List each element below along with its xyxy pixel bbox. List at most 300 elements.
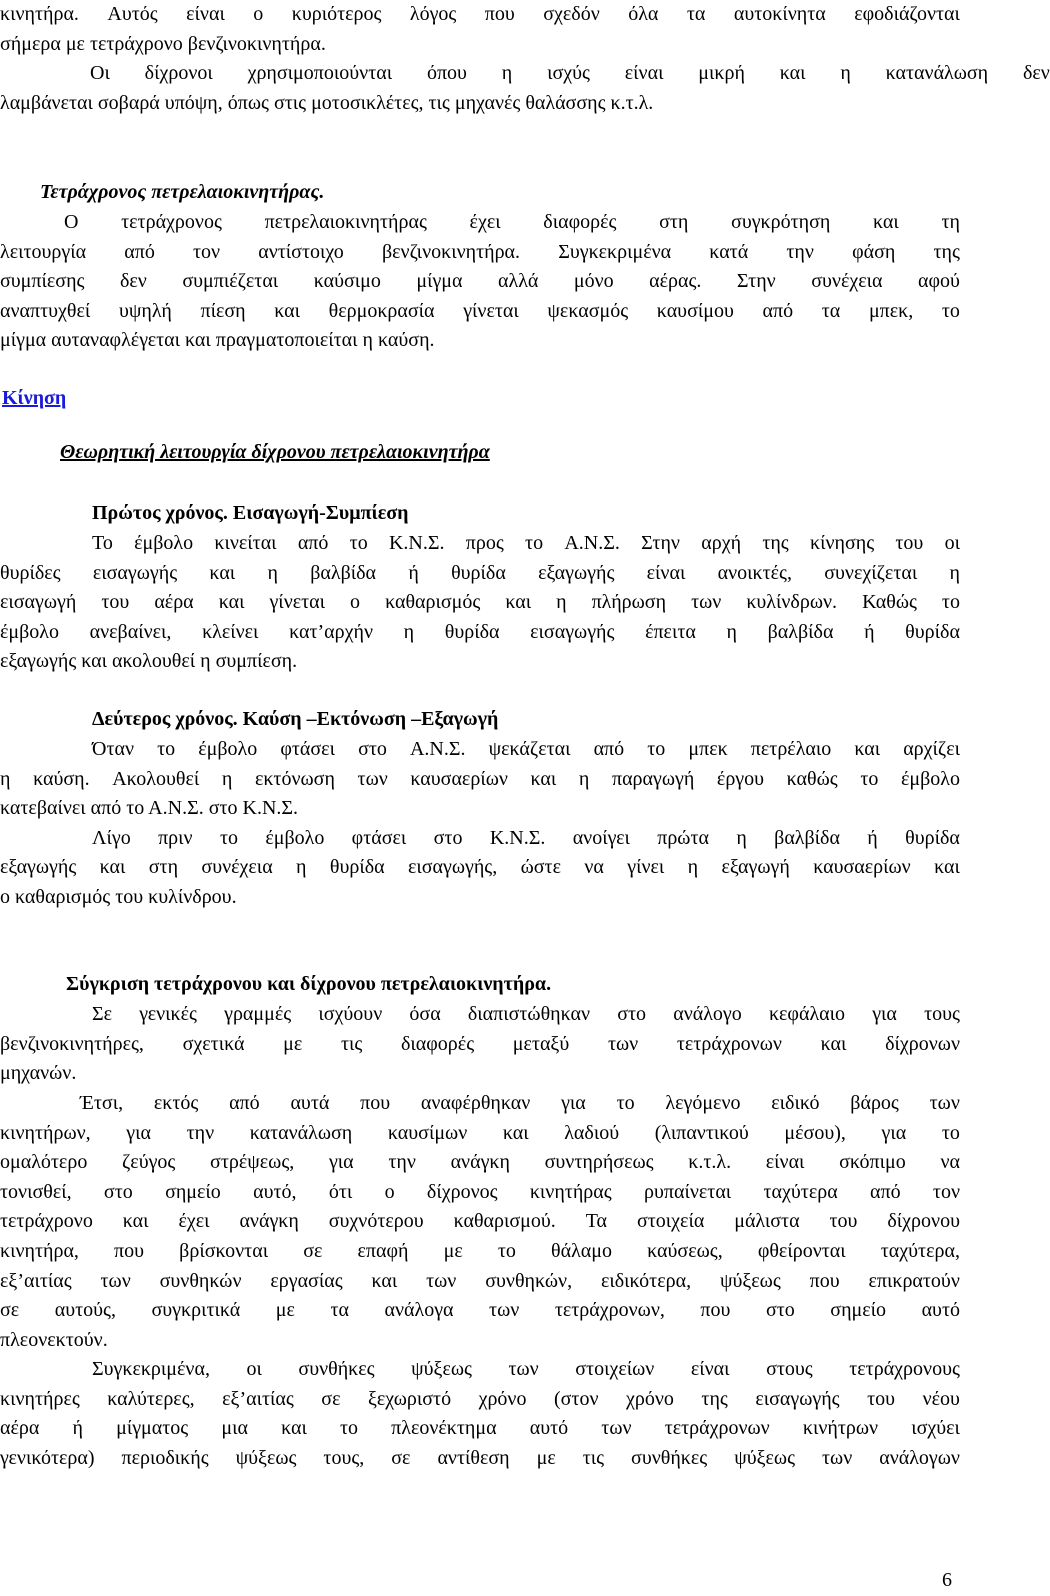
word: τονισθεί,	[0, 1180, 72, 1203]
text-line	[0, 1089, 960, 1119]
text-line: λαμβάνεται σοβαρά υπόψη, όπως στις μοτοσικλέτες, τις μηχανές θαλάσσης κ.τ.λ.	[0, 91, 654, 114]
text-line	[0, 1178, 960, 1208]
word: με	[536, 1446, 556, 1469]
word: σχεδόν	[543, 3, 600, 25]
word: η	[736, 826, 747, 849]
word: και	[873, 211, 899, 233]
word: σημείο	[165, 1180, 221, 1203]
word: τον	[192, 240, 221, 263]
word: καύση.	[33, 767, 90, 790]
word: κυλίνδρων.	[746, 591, 838, 614]
word: μια	[221, 1417, 248, 1440]
word: το	[941, 299, 960, 322]
word: καυσίμων	[387, 1121, 468, 1144]
word: ανάλογων	[879, 1446, 960, 1469]
word: από	[762, 299, 794, 322]
word: Στην	[641, 532, 680, 554]
word: τα	[330, 1299, 349, 1322]
word: Λίγο	[92, 826, 131, 849]
word: καύσεως,	[647, 1239, 723, 1262]
word: το	[339, 1417, 359, 1440]
word: πετρέλαιο	[750, 738, 832, 760]
word: εισαγωγής,	[407, 856, 498, 879]
word: καθώς	[786, 767, 838, 790]
word: αναπτυχθεί	[0, 299, 91, 322]
word: σε	[303, 1239, 323, 1262]
word: δίχρονοι	[144, 62, 213, 85]
word: καυσίμου	[656, 299, 734, 322]
word: αρχή	[701, 532, 742, 554]
word: σχετικά	[182, 1032, 245, 1055]
text-line	[0, 1000, 960, 1030]
text-line	[0, 59, 1050, 89]
word: φτάσει	[351, 826, 407, 849]
word: ψύξεως	[411, 1358, 472, 1380]
first-stroke-paragraph	[0, 529, 960, 677]
word: που	[809, 1269, 840, 1292]
intro-paragraph	[0, 0, 1050, 118]
word: (λιπαντικού	[654, 1121, 749, 1144]
word: στοιχεία	[636, 1210, 705, 1233]
word: δεν	[119, 270, 147, 293]
word: αυτά	[290, 1092, 330, 1114]
word: το	[525, 532, 544, 554]
comparison-paragraph-2	[0, 1089, 960, 1355]
word: Στην	[736, 270, 776, 293]
text-line	[0, 559, 960, 589]
word: μεταξύ	[512, 1032, 570, 1055]
word: βαλβίδα	[767, 620, 834, 643]
word: περιοδικής	[121, 1446, 209, 1469]
word: συνθήκες	[631, 1446, 708, 1469]
word: δίχρονου	[887, 1210, 960, 1233]
text-line: μηχανών.	[0, 1062, 77, 1085]
word: και	[99, 856, 126, 879]
word: θυρίδες	[0, 561, 61, 584]
word: την	[186, 1121, 215, 1144]
word: και	[502, 1121, 529, 1144]
word: τους,	[323, 1446, 365, 1469]
word: βαλβίδα	[774, 826, 840, 849]
word: Κ.Ν.Σ.	[388, 532, 445, 554]
word: το	[157, 738, 176, 760]
word: διαφορές	[400, 1032, 475, 1055]
word: δεν	[1022, 62, 1050, 85]
text-line	[0, 853, 960, 883]
word: κατά	[709, 240, 749, 263]
word: και	[281, 1417, 307, 1440]
word: το	[616, 1092, 635, 1114]
word: στο	[103, 1180, 133, 1203]
word: ισχύς	[547, 62, 590, 85]
word: πλήρωση	[591, 591, 667, 614]
word: και	[779, 62, 806, 85]
word: είναι	[690, 1358, 730, 1380]
word: χρόνο	[626, 1387, 674, 1410]
word: κεφάλαιο	[768, 1003, 846, 1025]
word: του	[867, 1387, 896, 1410]
word: να	[940, 1151, 960, 1174]
word: ρυπαίνεται	[644, 1180, 732, 1203]
word: αέρα	[154, 591, 194, 614]
word: με	[275, 1299, 295, 1322]
word: θάλαμο	[551, 1239, 613, 1262]
word: η	[501, 62, 513, 85]
word: συμπίεσης	[0, 270, 85, 293]
word: επαφή	[357, 1239, 409, 1262]
word: και	[530, 767, 557, 790]
word: και	[209, 561, 236, 584]
word: αυτό	[529, 1417, 569, 1440]
word: των	[508, 1358, 539, 1380]
word: οι	[246, 1358, 262, 1380]
word: έμβολο	[900, 767, 960, 790]
word: στη	[659, 211, 689, 233]
word: ή	[867, 826, 878, 849]
word: στρέψεως,	[210, 1151, 295, 1174]
word: μίγματος	[116, 1417, 189, 1440]
text-line	[0, 1385, 960, 1415]
word: δίχρονος	[426, 1180, 498, 1203]
word: όπου	[426, 62, 467, 85]
text-line	[0, 529, 960, 559]
text-line	[0, 1237, 960, 1267]
word: στους	[766, 1358, 813, 1380]
word: κινήτρων	[802, 1417, 879, 1440]
word: για	[126, 1121, 151, 1144]
word: Οι	[90, 62, 110, 85]
word: η	[267, 561, 278, 584]
word: έμβολο	[0, 620, 59, 643]
word: αυτό,	[253, 1180, 297, 1203]
text-line	[0, 1414, 960, 1444]
text-line	[0, 1444, 960, 1474]
word: κινητήρες	[0, 1387, 80, 1410]
word: συγκρότηση	[731, 211, 831, 233]
word: Το	[92, 532, 113, 554]
motion-link[interactable]: Κίνηση	[2, 387, 67, 409]
word: ειδικό	[771, 1092, 820, 1114]
word: των	[100, 1269, 131, 1292]
word: ο	[253, 3, 264, 25]
word: κινείται	[214, 532, 277, 554]
word: της	[762, 532, 789, 554]
word: η	[403, 620, 415, 643]
word: μπεκ,	[868, 299, 914, 322]
word: συνθήκες	[298, 1358, 375, 1380]
word: των	[929, 1092, 960, 1114]
word: την	[786, 240, 814, 263]
word: μικρή	[698, 62, 745, 85]
word: του	[895, 532, 924, 554]
word: συνεχίζεται	[824, 561, 918, 584]
word: αντίστοιχο	[258, 240, 344, 263]
word: αέρας.	[649, 270, 702, 293]
word: γίνεται	[269, 591, 326, 614]
word: ανεβαίνει,	[89, 620, 172, 643]
word: τετράχρονων	[664, 1417, 770, 1440]
text-line	[0, 1030, 960, 1060]
word: της	[933, 240, 960, 263]
word: πρώτα	[657, 826, 709, 849]
word: βρίσκονται	[179, 1239, 269, 1262]
word: μπεκ	[688, 738, 728, 760]
word: η	[726, 620, 737, 643]
word: των	[357, 767, 388, 790]
word: Όταν	[92, 738, 135, 760]
word: φάση	[852, 240, 896, 263]
word: ανάλογα	[384, 1299, 454, 1322]
word: έμβολο	[134, 532, 194, 554]
word: έμβολο	[198, 738, 258, 760]
word: αλλά	[498, 270, 539, 293]
word: θυρίδα	[905, 826, 960, 849]
word: σκόπιμο	[839, 1151, 906, 1174]
word: τετράχρονος	[121, 211, 222, 233]
word: χρόνο	[478, 1387, 527, 1410]
word: που	[360, 1092, 391, 1114]
word: και	[218, 591, 245, 614]
word: πίεση	[200, 299, 246, 322]
word: εξαγωγής	[0, 856, 77, 879]
word: Α.Ν.Σ.	[409, 738, 466, 760]
word: η	[296, 856, 307, 879]
word: των	[601, 1417, 632, 1440]
text-line: ο καθαρισμός του κυλίνδρου.	[0, 885, 237, 908]
four-stroke-diesel-paragraph	[0, 208, 960, 356]
word: τις	[582, 1446, 605, 1469]
word: αφού	[918, 270, 960, 293]
word: μίγμα	[416, 270, 463, 293]
word: μέσου),	[784, 1121, 846, 1144]
word: σε	[0, 1299, 20, 1322]
text-line: κατεβαίνει από το Α.Ν.Σ. στο Κ.Ν.Σ.	[0, 797, 299, 820]
text-line	[0, 1355, 960, 1385]
word: σε	[391, 1446, 411, 1469]
word: συγκριτικά	[151, 1299, 241, 1322]
word: εργασίας	[270, 1269, 343, 1292]
word: συνέχεια	[201, 856, 273, 879]
text-line	[0, 267, 960, 297]
word: γενικότερα)	[0, 1446, 95, 1469]
text-line: εξαγωγής και ακολουθεί η συμπίεση.	[0, 650, 298, 673]
word: για	[328, 1151, 354, 1174]
word: εισαγωγή	[0, 591, 77, 614]
word: των	[607, 1032, 639, 1055]
word: εξ’αιτίας	[222, 1387, 294, 1410]
word: λόγος	[409, 3, 457, 25]
word: πλεονέκτημα	[391, 1417, 497, 1440]
word: για	[881, 1121, 907, 1144]
word: στοιχείων	[575, 1358, 655, 1380]
word: ο	[350, 591, 361, 614]
word: ταχύτερα,	[880, 1239, 960, 1262]
word: κατ’αρχήν	[289, 620, 374, 643]
word: είναι	[186, 3, 225, 25]
word: καύσιμο	[313, 270, 381, 293]
word: κίνησης	[810, 532, 875, 554]
word: Αυτός	[107, 3, 158, 25]
word: των	[691, 591, 722, 614]
word: στο	[617, 1003, 647, 1025]
word: εξ’αιτίας	[0, 1269, 72, 1292]
word: από	[124, 240, 155, 263]
word: σε	[321, 1387, 341, 1410]
word: του	[829, 1210, 858, 1233]
word: το	[860, 767, 879, 790]
word: το	[349, 532, 368, 554]
word: της	[701, 1387, 728, 1410]
word: τον	[932, 1180, 960, 1203]
text-line	[0, 0, 960, 30]
word: ψύξεως	[734, 1446, 796, 1469]
word: το	[219, 826, 238, 849]
word: ισχύει	[911, 1417, 960, 1440]
word: βάρος	[850, 1092, 899, 1114]
word: είναι	[624, 62, 664, 85]
text-line	[0, 588, 960, 618]
word: η	[0, 767, 11, 790]
word: παραγωγή	[611, 767, 695, 790]
word: γενικές	[139, 1003, 197, 1025]
word: λεγόμενο	[665, 1092, 741, 1114]
second-stroke-paragraph	[0, 735, 960, 913]
word: λαδιού	[564, 1121, 620, 1144]
subheading-first-stroke: Πρώτος χρόνος. Εισαγωγή-Συμπίεση	[92, 502, 409, 524]
word: που	[114, 1239, 145, 1262]
word: ομαλότερο	[0, 1151, 88, 1174]
word: αρχίζει	[903, 738, 960, 760]
word: είναι	[765, 1151, 805, 1174]
word: η	[949, 561, 960, 584]
word: πριν	[158, 826, 193, 849]
text-line	[0, 824, 960, 854]
section-heading-four-stroke-diesel: Τετράχρονος πετρελαιοκινητήρας.	[40, 181, 325, 203]
word: εκτόνωση	[254, 767, 335, 790]
word: ταχύτερα	[763, 1180, 838, 1203]
word: το	[497, 1239, 516, 1262]
word: εξαγωγής	[538, 561, 615, 584]
text-line	[0, 1119, 960, 1149]
word: χρησιμοποιούνται	[247, 62, 393, 85]
word: κατανάλωση	[249, 1121, 353, 1144]
word: όσα	[409, 1003, 441, 1025]
word: εισαγωγής	[530, 620, 615, 643]
word: κινητήρων,	[0, 1121, 91, 1144]
text-line	[0, 297, 960, 327]
text-line	[0, 1267, 960, 1297]
word: κινητήρας	[529, 1180, 612, 1203]
word: συχνότερου	[328, 1210, 424, 1233]
word: εφοδιάζονται	[854, 3, 960, 25]
word: φθείρονται	[757, 1239, 846, 1262]
word: Έτσι,	[80, 1092, 124, 1114]
word: πετρελαιοκινητήρας	[264, 211, 427, 233]
word: Α.Ν.Σ.	[564, 532, 620, 554]
word: υψηλή	[118, 299, 172, 322]
word: οι	[944, 532, 960, 554]
word: από	[297, 532, 329, 554]
word: ή	[72, 1417, 83, 1440]
section-heading-comparison: Σύγκριση τετράχρονου και δίχρονου πετρελαιοκινητήρα.	[66, 973, 552, 995]
word: βενζινοκινητήρες,	[0, 1032, 144, 1055]
word: από	[870, 1180, 901, 1203]
text-line: μίγμα αυταναφλέγεται και πραγματοποιείται η καύση.	[0, 329, 435, 352]
word: ανάγκη	[450, 1151, 510, 1174]
word: αυτούς,	[54, 1299, 116, 1322]
word: από	[593, 738, 625, 760]
word: έχει	[178, 1210, 210, 1233]
word: κυριότερος	[291, 3, 382, 25]
word: ώστε	[520, 856, 561, 879]
word: τετράχρονων,	[554, 1299, 665, 1322]
word: δίχρονων	[885, 1032, 960, 1055]
word: διαπιστώθηκαν	[467, 1003, 591, 1025]
word: για	[561, 1092, 586, 1114]
word: θυρίδα	[444, 620, 500, 643]
word: και	[934, 856, 960, 879]
word: αυτό	[921, 1299, 960, 1322]
word: Κ.Ν.Σ.	[489, 826, 546, 849]
word: με	[443, 1239, 463, 1262]
word: τα	[686, 3, 706, 25]
word: η	[687, 856, 699, 879]
word: μόνο	[573, 270, 614, 293]
word: Ο	[64, 211, 79, 233]
word: τους	[924, 1003, 960, 1025]
word: Ακολουθεί	[112, 767, 200, 790]
word: ανοίγει	[572, 826, 630, 849]
word: ανάγκη	[239, 1210, 299, 1233]
word: κινητήρα,	[0, 1239, 79, 1262]
word: αέρα	[0, 1417, 40, 1440]
text-line	[0, 618, 960, 648]
text-line	[0, 1148, 960, 1178]
word: Τα	[585, 1210, 608, 1233]
word: συνθηκών,	[485, 1269, 573, 1292]
word: Καθώς	[862, 591, 917, 614]
comparison-paragraph-1	[0, 1000, 960, 1089]
word: των	[489, 1299, 520, 1322]
word: τις	[340, 1032, 363, 1055]
text-line	[0, 1207, 960, 1237]
word: ο	[384, 1180, 395, 1203]
text-line	[0, 238, 960, 268]
word: εκτός	[153, 1092, 199, 1114]
word: βενζινοκινητήρα.	[381, 240, 521, 263]
word: ξεχωριστό	[367, 1387, 452, 1410]
word: γίνεται	[463, 299, 519, 322]
word: ή	[408, 561, 419, 584]
word: ανάλογο	[673, 1003, 742, 1025]
word: καυσαερίων	[410, 767, 508, 790]
word: και	[820, 1032, 847, 1055]
word: των	[426, 1269, 457, 1292]
word: το	[647, 738, 666, 760]
word: η	[578, 767, 590, 790]
section-heading-two-stroke-theory: Θεωρητική λειτουργία δίχρονου πετρελαιοκινητήρα	[60, 441, 490, 463]
word: και	[122, 1210, 149, 1233]
word: η	[556, 591, 567, 614]
word: Συγκεκριμένα,	[92, 1358, 210, 1380]
word: συντηρήσεως	[544, 1151, 654, 1174]
word: και	[505, 591, 532, 614]
word: καυσαερίων	[813, 856, 911, 879]
word: έπειτα	[645, 620, 696, 643]
word: κλείνει	[202, 620, 259, 643]
word: γίνει	[627, 856, 665, 879]
word: κινητήρα.	[0, 3, 79, 25]
